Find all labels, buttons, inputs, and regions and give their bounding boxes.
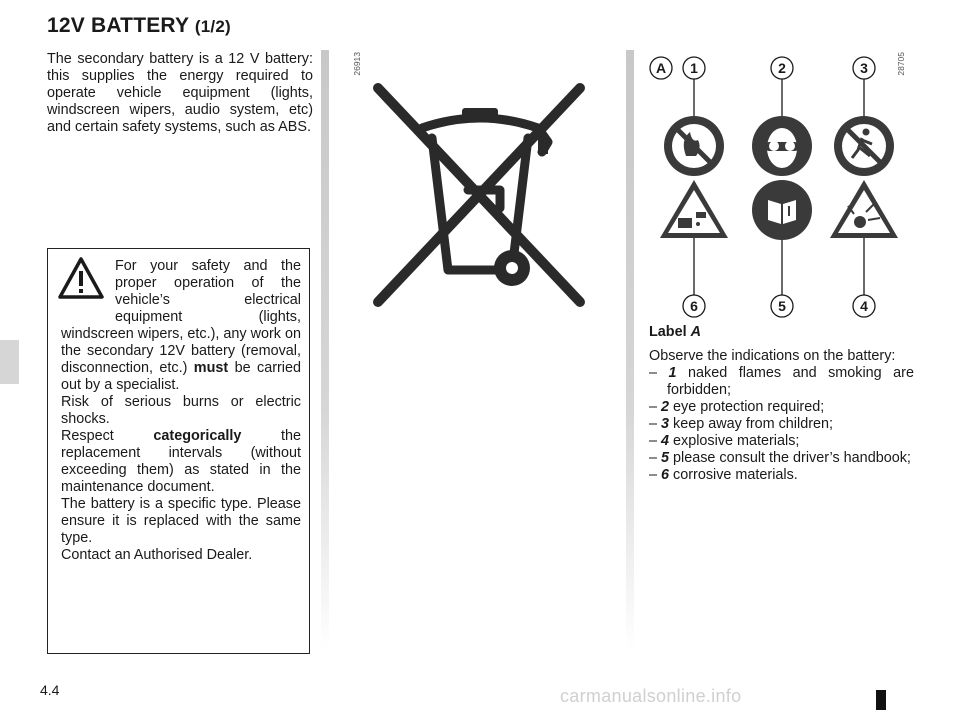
warning-paragraph-1: For your safety and the proper operation of the vehicle’s electrical equipment (lights, windscreen wipers, etc.), any work on the secondary 12V battery (removal, disconnection, etc.) must be carried out by a specialist. (61, 258, 301, 393)
figure-label-a: A (655, 60, 667, 76)
eye-protection-icon (752, 116, 812, 176)
page-edge-mark (876, 690, 886, 710)
figure-label-5: 5 (778, 298, 786, 314)
warning-text (61, 258, 301, 564)
figure-label-2: 2 (778, 60, 786, 76)
keep-away-children-icon (834, 116, 894, 176)
title-main: 12V BATTERY (47, 14, 189, 37)
list-item: – 4 explosive materials; (649, 433, 800, 449)
list-item: – 2 eye protection required; (649, 399, 825, 415)
figure-ref-left: 26913 (352, 52, 362, 76)
list-item: – 6 corrosive materials. (649, 467, 798, 483)
battery-label-figure (640, 48, 910, 318)
figure-label-3: 3 (860, 60, 868, 76)
page-number: 4.4 (40, 682, 60, 698)
column-divider-left (321, 50, 329, 650)
label-a-description (649, 324, 914, 484)
warning-paragraph-5: Contact an Authorised Dealer. (61, 547, 253, 563)
list-item: – 5 please consult the driver’s handbook; (649, 450, 911, 466)
consult-handbook-icon (752, 180, 812, 240)
explosive-icon (830, 180, 898, 238)
label-indications-list (649, 365, 914, 484)
chapter-tab (0, 340, 19, 384)
label-heading: Label A (649, 324, 701, 340)
page-title (47, 14, 231, 38)
warning-paragraph-2: Risk of serious burns or electric shocks. (61, 394, 301, 427)
figure-label-1: 1 (690, 60, 698, 76)
corrosive-icon (660, 180, 728, 238)
warning-paragraph-3: Respect categorically the replacement intervals (without exceeding them) as stated in the maintenance document. (61, 428, 301, 495)
watermark: carmanualsonline.info (560, 686, 742, 706)
figure-label-4: 4 (860, 298, 868, 314)
label-intro: Observe the indications on the battery: (649, 348, 896, 364)
column-divider-right (626, 50, 634, 650)
figure-ref-right: 28705 (896, 52, 906, 76)
no-flames-icon (664, 116, 724, 176)
figure-label-6: 6 (690, 298, 698, 314)
list-item: – 1 naked flames and smoking are forbidden; (649, 365, 914, 398)
list-item: – 3 keep away from children; (649, 416, 833, 432)
intro-paragraph: The secondary battery is a 12 V battery: this supplies the energy required to operate vehicle equipment (lights, windscreen wipers, audio system, etc) and certain safety systems, such as ABS. (47, 51, 313, 135)
warning-paragraph-4: The battery is a specific type. Please ensure it is replaced with the same type. (61, 496, 301, 546)
title-part: (1/2) (194, 17, 231, 36)
crossed-out-bin-icon (370, 80, 590, 310)
